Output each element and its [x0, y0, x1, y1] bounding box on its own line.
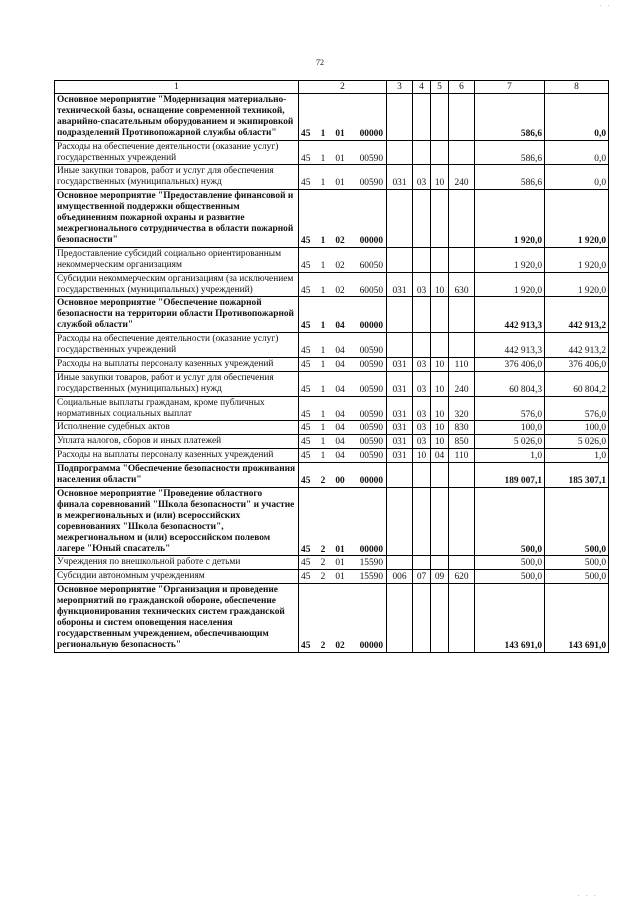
expense-type-code [449, 556, 475, 570]
code-part: 00000 [359, 321, 383, 332]
code-part: 04 [335, 451, 345, 462]
table-row [55, 140, 609, 165]
code-part: 45 [301, 476, 311, 487]
amount-col-7: 143 691,0 [475, 584, 545, 652]
row-name: Уплата налогов, сборов и иных платежей [55, 435, 299, 449]
subsection-code [431, 488, 449, 556]
ministry-code [387, 140, 413, 165]
code-part: 01 [335, 572, 345, 583]
code-part: 04 [335, 384, 345, 395]
expense-type-code [449, 584, 475, 652]
amount-col-7: 189 007,1 [475, 463, 545, 488]
ministry-code: 006 [387, 570, 413, 584]
table-row [55, 94, 609, 141]
code-part: 45 [301, 321, 311, 332]
amount-col-7: 442 913,3 [475, 333, 545, 358]
row-name: Субсидии автономным учреждениям [55, 570, 299, 584]
header-row [55, 81, 609, 94]
amount-col-7: 60 804,3 [475, 371, 545, 396]
table-row [55, 435, 609, 449]
expense-type-code: 110 [449, 357, 475, 371]
subsection-code [431, 247, 449, 272]
code-part: 1 [320, 260, 326, 271]
expense-type-code: 630 [449, 272, 475, 297]
target-article-code [299, 297, 387, 333]
header-cell-8: 8 [545, 81, 609, 94]
section-code: 03 [413, 421, 431, 435]
amount-col-8: 60 804,2 [545, 371, 609, 396]
ministry-code: 031 [387, 165, 413, 190]
code-part: 2 [320, 558, 326, 569]
amount-col-7: 500,0 [475, 488, 545, 556]
amount-col-8: 376 406,0 [545, 357, 609, 371]
target-article-code [299, 584, 387, 652]
expense-type-code [449, 488, 475, 556]
table-row [55, 333, 609, 358]
row-name: Основное мероприятие "Предоставление финансовой и имущественной поддержки общественным объединениям пожарной охраны и развитие межрегионального сотрудничества в области пожарной безопасности" [55, 190, 299, 248]
amount-col-8: 1 920,0 [545, 247, 609, 272]
amount-col-7: 1 920,0 [475, 190, 545, 248]
code-part: 45 [301, 153, 311, 164]
row-name: Расходы на выплаты персоналу казенных учреждений [55, 357, 299, 371]
row-name: Основное мероприятие "Организация и проведение мероприятий по гражданской обороне, обеспечение функционирования технических систем гражданской обороны и систем оповещения населения государственным учреждением, обеспечивающим региональную безопасность" [55, 584, 299, 652]
section-code: 03 [413, 357, 431, 371]
ministry-code: 031 [387, 396, 413, 421]
expense-type-code [449, 94, 475, 141]
header-cell-4: 4 [413, 81, 431, 94]
target-article-code [299, 449, 387, 463]
header-cell-2: 2 [299, 81, 387, 94]
code-part: 1 [320, 409, 326, 420]
code-part: 02 [335, 640, 345, 651]
section-code [413, 488, 431, 556]
row-name: Предоставление субсидий социально ориентированным некоммерческим организациям [55, 247, 299, 272]
amount-col-8: 442 913,2 [545, 333, 609, 358]
target-article-code [299, 371, 387, 396]
code-part: 45 [301, 235, 311, 246]
code-part: 00000 [359, 544, 383, 555]
row-name: Основное мероприятие "Модернизация материально-технической базы, оснащение современной техникой, аварийно-спасательным оборудованием и экипировкой подразделений Противопожарной службы области" [55, 94, 299, 141]
code-part: 2 [320, 544, 326, 555]
code-part: 1 [320, 359, 326, 370]
ministry-code: 031 [387, 272, 413, 297]
section-code: 10 [413, 449, 431, 463]
top-corner-mark: · · [599, 2, 612, 10]
row-name: Учреждения по внешкольной работе с детьми [55, 556, 299, 570]
table-row [55, 357, 609, 371]
target-article-code [299, 333, 387, 358]
subsection-code [431, 333, 449, 358]
amount-col-8: 100,0 [545, 421, 609, 435]
code-part: 04 [335, 437, 345, 448]
expense-type-code: 320 [449, 396, 475, 421]
amount-col-7: 586,6 [475, 165, 545, 190]
section-code [413, 463, 431, 488]
code-part: 45 [301, 346, 311, 357]
code-part: 00000 [359, 235, 383, 246]
code-part: 1 [320, 321, 326, 332]
page-number: 72 [316, 58, 324, 67]
section-code [413, 94, 431, 141]
ministry-code: 031 [387, 357, 413, 371]
table-row [55, 396, 609, 421]
ministry-code [387, 556, 413, 570]
section-code: 03 [413, 435, 431, 449]
expense-type-code [449, 463, 475, 488]
section-code: 03 [413, 396, 431, 421]
code-part: 45 [301, 640, 311, 651]
code-part: 04 [335, 359, 345, 370]
code-part: 45 [301, 558, 311, 569]
code-part: 45 [301, 359, 311, 370]
header-cell-1: 1 [55, 81, 299, 94]
ministry-code [387, 488, 413, 556]
subsection-code [431, 556, 449, 570]
target-article-code [299, 272, 387, 297]
subsection-code [431, 94, 449, 141]
expense-type-code [449, 333, 475, 358]
code-part: 45 [301, 178, 311, 189]
target-article-code [299, 570, 387, 584]
table-row [55, 297, 609, 333]
row-name: Расходы на обеспечение деятельности (оказание услуг) государственных учреждений [55, 140, 299, 165]
amount-col-7: 500,0 [475, 556, 545, 570]
amount-col-7: 586,6 [475, 140, 545, 165]
code-part: 45 [301, 544, 311, 555]
amount-col-8: 143 691,0 [545, 584, 609, 652]
expense-type-code: 240 [449, 165, 475, 190]
target-article-code [299, 435, 387, 449]
subsection-code: 10 [431, 272, 449, 297]
target-article-code [299, 488, 387, 556]
table-row [55, 570, 609, 584]
code-part: 00590 [359, 384, 383, 395]
code-part: 1 [320, 153, 326, 164]
target-article-code [299, 140, 387, 165]
subsection-code [431, 297, 449, 333]
section-code [413, 584, 431, 652]
amount-col-8: 0,0 [545, 165, 609, 190]
table-row [55, 165, 609, 190]
code-part: 04 [335, 346, 345, 357]
row-name: Иные закупки товаров, работ и услуг для обеспечения государственных (муниципальных) нужд [55, 371, 299, 396]
code-part: 00000 [359, 640, 383, 651]
amount-col-7: 5 026,0 [475, 435, 545, 449]
code-part: 00590 [359, 178, 383, 189]
table-row [55, 463, 609, 488]
row-name: Исполнение судебных актов [55, 421, 299, 435]
table-row [55, 272, 609, 297]
row-name: Подпрограмма "Обеспечение безопасности проживания населения области" [55, 463, 299, 488]
row-name: Субсидии некоммерческим организациям (за исключением государственных (муниципальных) учреждений) [55, 272, 299, 297]
subsection-code: 10 [431, 396, 449, 421]
amount-col-7: 100,0 [475, 421, 545, 435]
section-code [413, 556, 431, 570]
amount-col-7: 376 406,0 [475, 357, 545, 371]
section-code [413, 297, 431, 333]
ministry-code: 031 [387, 449, 413, 463]
code-part: 04 [335, 423, 345, 434]
code-part: 45 [301, 384, 311, 395]
ministry-code [387, 463, 413, 488]
budget-table [54, 80, 609, 653]
amount-col-7: 1,0 [475, 449, 545, 463]
target-article-code [299, 190, 387, 248]
amount-col-7: 576,0 [475, 396, 545, 421]
section-code: 03 [413, 371, 431, 396]
amount-col-8: 1,0 [545, 449, 609, 463]
code-part: 1 [320, 285, 326, 296]
table-row [55, 584, 609, 652]
code-part: 04 [335, 321, 345, 332]
code-part: 00 [335, 476, 345, 487]
subsection-code: 10 [431, 165, 449, 190]
expense-type-code: 240 [449, 371, 475, 396]
target-article-code [299, 247, 387, 272]
code-part: 2 [320, 476, 326, 487]
section-code [413, 247, 431, 272]
table-row [55, 190, 609, 248]
code-part: 1 [320, 451, 326, 462]
subsection-code: 10 [431, 421, 449, 435]
code-part: 2 [320, 640, 326, 651]
row-name: Социальные выплаты гражданам, кроме публичных нормативных социальных выплат [55, 396, 299, 421]
subsection-code [431, 463, 449, 488]
code-part: 02 [335, 260, 345, 271]
amount-col-8: 0,0 [545, 140, 609, 165]
target-article-code [299, 421, 387, 435]
code-part: 00590 [359, 409, 383, 420]
code-part: 45 [301, 285, 311, 296]
code-part: 1 [320, 384, 326, 395]
code-part: 02 [335, 235, 345, 246]
amount-col-8: 500,0 [545, 556, 609, 570]
expense-type-code [449, 247, 475, 272]
target-article-code [299, 357, 387, 371]
code-part: 2 [320, 572, 326, 583]
row-name: Расходы на выплаты персоналу казенных учреждений [55, 449, 299, 463]
ministry-code: 031 [387, 435, 413, 449]
code-part: 00590 [359, 153, 383, 164]
amount-col-8: 5 026,0 [545, 435, 609, 449]
ministry-code [387, 297, 413, 333]
target-article-code [299, 165, 387, 190]
code-part: 00590 [359, 346, 383, 357]
code-part: 45 [301, 451, 311, 462]
code-part: 1 [320, 346, 326, 357]
code-part: 1 [320, 128, 326, 139]
code-part: 00000 [359, 476, 383, 487]
code-part: 45 [301, 260, 311, 271]
target-article-code [299, 396, 387, 421]
code-part: 45 [301, 128, 311, 139]
row-name: Расходы на обеспечение деятельности (оказание услуг) государственных учреждений [55, 333, 299, 358]
code-part: 45 [301, 409, 311, 420]
row-name: Основное мероприятие "Проведение областного финала соревнований "Школа безопасности" и участие в межрегиональных и (или) всероссийских соревнованиях "Школа безопасности", межрегиональном и (или) всероссийском полевом лагере "Юный спасатель" [55, 488, 299, 556]
header-cell-6: 6 [449, 81, 475, 94]
table-row [55, 556, 609, 570]
expense-type-code [449, 190, 475, 248]
expense-type-code: 110 [449, 449, 475, 463]
amount-col-7: 1 920,0 [475, 272, 545, 297]
code-part: 15590 [359, 572, 383, 583]
amount-col-8: 1 920,0 [545, 272, 609, 297]
section-code: 03 [413, 165, 431, 190]
section-code: 03 [413, 272, 431, 297]
section-code [413, 190, 431, 248]
subsection-code: 10 [431, 435, 449, 449]
amount-col-7: 500,0 [475, 570, 545, 584]
amount-col-8: 576,0 [545, 396, 609, 421]
code-part: 1 [320, 437, 326, 448]
expense-type-code: 850 [449, 435, 475, 449]
table-row [55, 247, 609, 272]
section-code [413, 333, 431, 358]
amount-col-8: 185 307,1 [545, 463, 609, 488]
subsection-code: 10 [431, 371, 449, 396]
expense-type-code: 620 [449, 570, 475, 584]
code-part: 01 [335, 558, 345, 569]
section-code [413, 140, 431, 165]
subsection-code [431, 140, 449, 165]
code-part: 00590 [359, 359, 383, 370]
row-name: Иные закупки товаров, работ и услуг для обеспечения государственных (муниципальных) нужд [55, 165, 299, 190]
code-part: 60050 [359, 285, 383, 296]
table-row [55, 449, 609, 463]
ministry-code [387, 247, 413, 272]
subsection-code: 10 [431, 357, 449, 371]
amount-col-8: 442 913,2 [545, 297, 609, 333]
subsection-code [431, 584, 449, 652]
code-part: 1 [320, 178, 326, 189]
code-part: 60050 [359, 260, 383, 271]
code-part: 00000 [359, 128, 383, 139]
ministry-code [387, 190, 413, 248]
amount-col-8: 0,0 [545, 94, 609, 141]
subsection-code: 09 [431, 570, 449, 584]
subsection-code [431, 190, 449, 248]
header-cell-3: 3 [387, 81, 413, 94]
code-part: 01 [335, 153, 345, 164]
expense-type-code [449, 140, 475, 165]
row-name: Основное мероприятие "Обеспечение пожарной безопасности на территории области Противопожарной службой области" [55, 297, 299, 333]
code-part: 04 [335, 409, 345, 420]
ministry-code: 031 [387, 371, 413, 396]
table-row [55, 488, 609, 556]
code-part: 45 [301, 437, 311, 448]
table-row [55, 371, 609, 396]
table-row [55, 421, 609, 435]
header-cell-5: 5 [431, 81, 449, 94]
expense-type-code: 830 [449, 421, 475, 435]
subsection-code: 04 [431, 449, 449, 463]
code-part: 45 [301, 423, 311, 434]
amount-col-7: 586,6 [475, 94, 545, 141]
target-article-code [299, 463, 387, 488]
target-article-code [299, 556, 387, 570]
code-part: 01 [335, 178, 345, 189]
code-part: 02 [335, 285, 345, 296]
ministry-code [387, 94, 413, 141]
amount-col-7: 442 913,3 [475, 297, 545, 333]
header-cell-7: 7 [475, 81, 545, 94]
ministry-code [387, 333, 413, 358]
amount-col-8: 500,0 [545, 488, 609, 556]
code-part: 01 [335, 544, 345, 555]
code-part: 1 [320, 423, 326, 434]
code-part: 45 [301, 572, 311, 583]
amount-col-8: 1 920,0 [545, 190, 609, 248]
code-part: 00590 [359, 423, 383, 434]
code-part: 00590 [359, 451, 383, 462]
code-part: 1 [320, 235, 326, 246]
bottom-corner-mark: · · · [577, 892, 598, 900]
target-article-code [299, 94, 387, 141]
expense-type-code [449, 297, 475, 333]
code-part: 15590 [359, 558, 383, 569]
code-part: 01 [335, 128, 345, 139]
code-part: 00590 [359, 437, 383, 448]
section-code: 07 [413, 570, 431, 584]
amount-col-8: 500,0 [545, 570, 609, 584]
ministry-code: 031 [387, 421, 413, 435]
ministry-code [387, 584, 413, 652]
amount-col-7: 1 920,0 [475, 247, 545, 272]
